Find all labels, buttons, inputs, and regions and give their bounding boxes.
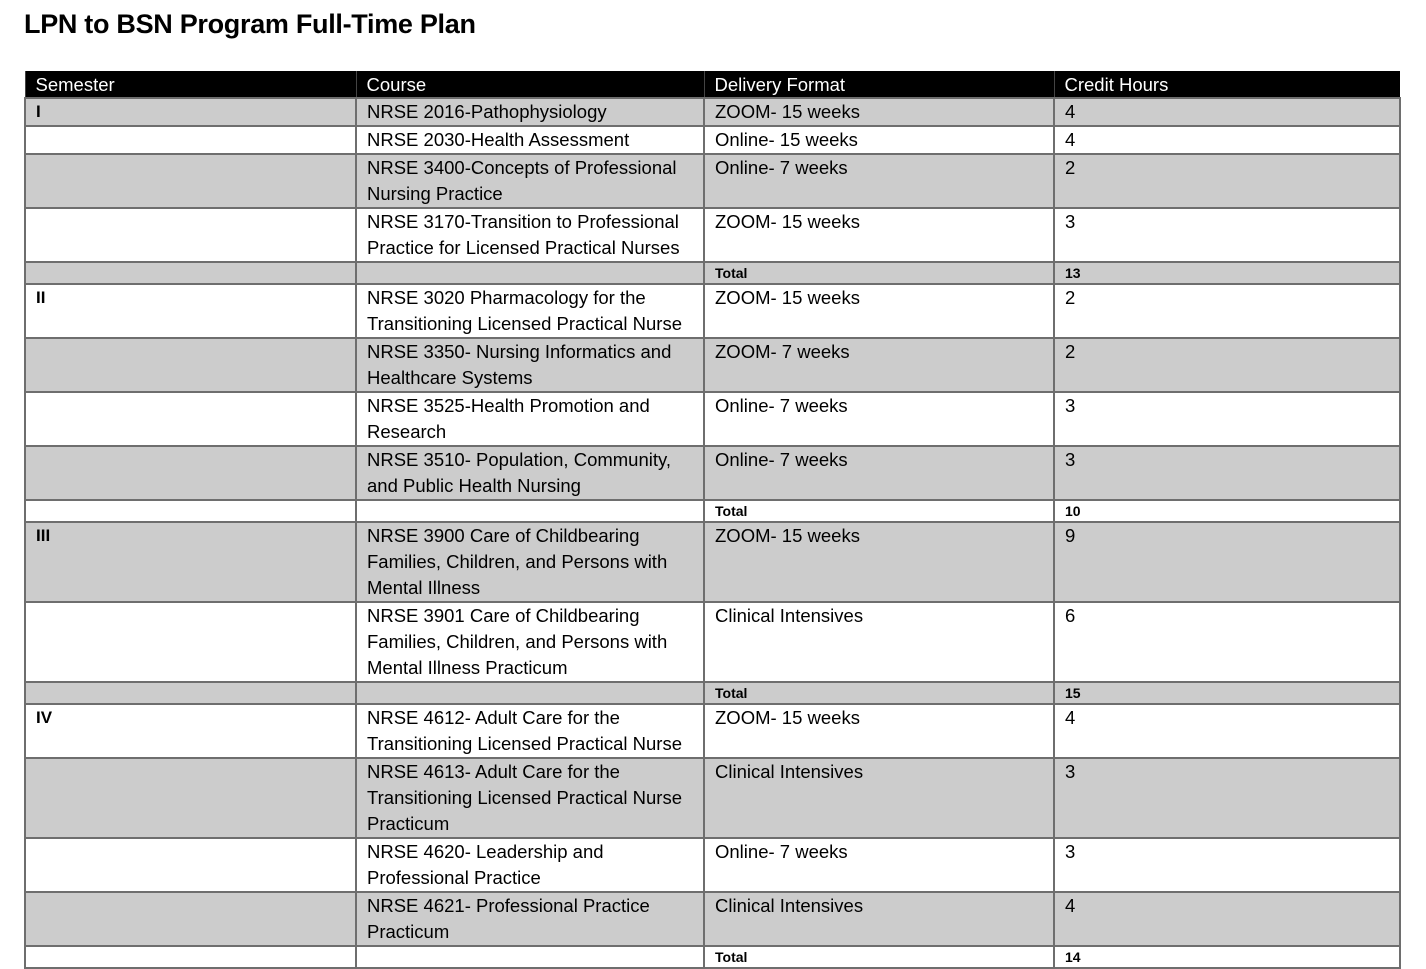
- page-title: LPN to BSN Program Full-Time Plan: [24, 9, 476, 39]
- course-cell: [356, 946, 704, 968]
- delivery-format-cell: Clinical Intensives: [704, 758, 1054, 838]
- course-cell: NRSE 3901 Care of Childbearing Families, Children, and Persons with Mental Illness Practicum: [356, 602, 704, 682]
- semester-cell: [25, 758, 356, 838]
- course-cell: NRSE 2016-Pathophysiology: [356, 98, 704, 126]
- credit-hours-cell: 3: [1054, 208, 1400, 262]
- table-row: [25, 602, 1400, 682]
- delivery-format-cell: Clinical Intensives: [704, 892, 1054, 946]
- header-credit-hours: Credit Hours: [1054, 71, 1400, 98]
- total-label-cell: Total: [704, 946, 1054, 968]
- course-cell: NRSE 3350- Nursing Informatics and Healthcare Systems: [356, 338, 704, 392]
- course-cell: [356, 500, 704, 522]
- total-credits-cell: 10: [1054, 500, 1400, 522]
- semester-cell: [25, 446, 356, 500]
- semester-cell: [25, 500, 356, 522]
- table-row: [25, 392, 1400, 446]
- table-row: [25, 704, 1400, 758]
- semester-cell: [25, 838, 356, 892]
- semester-cell: [25, 392, 356, 446]
- course-cell: NRSE 4620- Leadership and Professional Practice: [356, 838, 704, 892]
- credit-hours-cell: 3: [1054, 758, 1400, 838]
- credit-hours-cell: 3: [1054, 392, 1400, 446]
- delivery-format-cell: ZOOM- 15 weeks: [704, 704, 1054, 758]
- credit-hours-cell: 6: [1054, 602, 1400, 682]
- table-row: [25, 758, 1400, 838]
- table-row: [25, 892, 1400, 946]
- credit-hours-cell: 2: [1054, 338, 1400, 392]
- credit-hours-cell: 4: [1054, 892, 1400, 946]
- credit-hours-cell: 4: [1054, 98, 1400, 126]
- table-row: [25, 338, 1400, 392]
- header-delivery-format: Delivery Format: [704, 71, 1054, 98]
- table-row: [25, 522, 1400, 602]
- total-credits-cell: 14: [1054, 946, 1400, 968]
- table-row: [25, 838, 1400, 892]
- total-label-cell: Total: [704, 682, 1054, 704]
- course-cell: NRSE 3900 Care of Childbearing Families, Children, and Persons with Mental Illness: [356, 522, 704, 602]
- total-credits-cell: 13: [1054, 262, 1400, 284]
- total-row: [25, 682, 1400, 704]
- delivery-format-cell: Online- 15 weeks: [704, 126, 1054, 154]
- delivery-format-cell: ZOOM- 7 weeks: [704, 338, 1054, 392]
- credit-hours-cell: 2: [1054, 284, 1400, 338]
- semester-cell: [25, 262, 356, 284]
- table-body: [25, 98, 1400, 968]
- semester-cell: [25, 602, 356, 682]
- table-row: [25, 126, 1400, 154]
- total-row: [25, 500, 1400, 522]
- semester-cell: [25, 208, 356, 262]
- table-row: [25, 284, 1400, 338]
- delivery-format-cell: ZOOM- 15 weeks: [704, 98, 1054, 126]
- credit-hours-cell: 4: [1054, 704, 1400, 758]
- semester-cell: I: [25, 98, 356, 126]
- header-course: Course: [356, 71, 704, 98]
- total-label-cell: Total: [704, 500, 1054, 522]
- credit-hours-cell: 4: [1054, 126, 1400, 154]
- course-cell: [356, 682, 704, 704]
- credit-hours-cell: 2: [1054, 154, 1400, 208]
- semester-cell: II: [25, 284, 356, 338]
- delivery-format-cell: Online- 7 weeks: [704, 154, 1054, 208]
- delivery-format-cell: ZOOM- 15 weeks: [704, 522, 1054, 602]
- course-cell: NRSE 3525-Health Promotion and Research: [356, 392, 704, 446]
- semester-cell: [25, 126, 356, 154]
- semester-cell: IV: [25, 704, 356, 758]
- course-cell: NRSE 4621- Professional Practice Practicum: [356, 892, 704, 946]
- delivery-format-cell: Online- 7 weeks: [704, 838, 1054, 892]
- course-cell: NRSE 2030-Health Assessment: [356, 126, 704, 154]
- delivery-format-cell: ZOOM- 15 weeks: [704, 208, 1054, 262]
- delivery-format-cell: Online- 7 weeks: [704, 392, 1054, 446]
- total-label-cell: Total: [704, 262, 1054, 284]
- table-row: [25, 154, 1400, 208]
- course-cell: NRSE 3400-Concepts of Professional Nursing Practice: [356, 154, 704, 208]
- table-header-row: [25, 71, 1400, 98]
- delivery-format-cell: Clinical Intensives: [704, 602, 1054, 682]
- delivery-format-cell: Online- 7 weeks: [704, 446, 1054, 500]
- table-row: [25, 98, 1400, 126]
- credit-hours-cell: 3: [1054, 838, 1400, 892]
- credit-hours-cell: 9: [1054, 522, 1400, 602]
- delivery-format-cell: ZOOM- 15 weeks: [704, 284, 1054, 338]
- total-row: [25, 262, 1400, 284]
- total-credits-cell: 15: [1054, 682, 1400, 704]
- semester-cell: [25, 154, 356, 208]
- table-row: [25, 208, 1400, 262]
- semester-cell: III: [25, 522, 356, 602]
- course-cell: [356, 262, 704, 284]
- course-cell: NRSE 4612- Adult Care for the Transitioning Licensed Practical Nurse: [356, 704, 704, 758]
- program-plan-table: [24, 71, 1401, 969]
- header-semester: Semester: [25, 71, 356, 98]
- semester-cell: [25, 892, 356, 946]
- course-cell: NRSE 4613- Adult Care for the Transitioning Licensed Practical Nurse Practicum: [356, 758, 704, 838]
- course-cell: NRSE 3170-Transition to Professional Practice for Licensed Practical Nurses: [356, 208, 704, 262]
- course-cell: NRSE 3020 Pharmacology for the Transitioning Licensed Practical Nurse: [356, 284, 704, 338]
- total-row: [25, 946, 1400, 968]
- semester-cell: [25, 682, 356, 704]
- semester-cell: [25, 338, 356, 392]
- table-row: [25, 446, 1400, 500]
- course-cell: NRSE 3510- Population, Community, and Public Health Nursing: [356, 446, 704, 500]
- semester-cell: [25, 946, 356, 968]
- credit-hours-cell: 3: [1054, 446, 1400, 500]
